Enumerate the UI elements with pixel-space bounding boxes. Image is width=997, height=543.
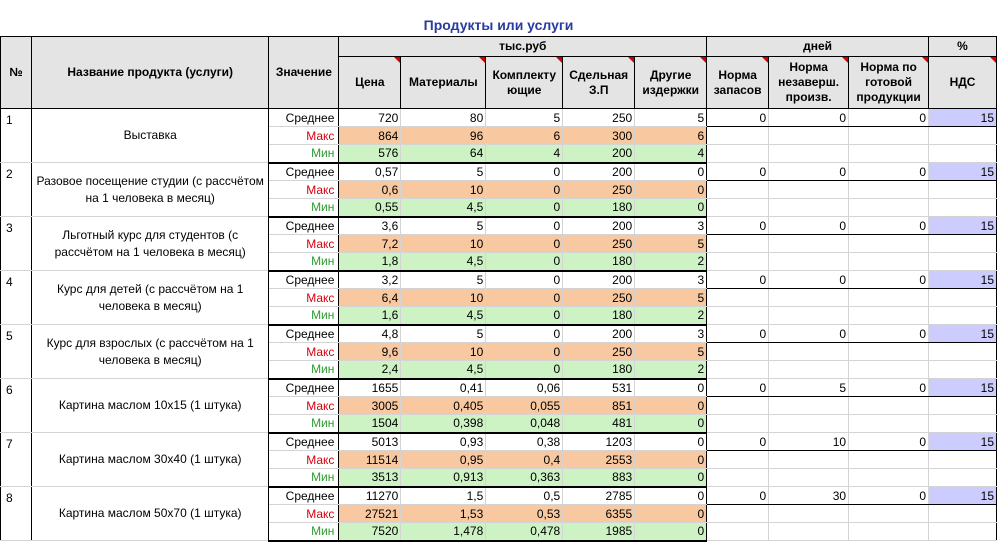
cell-empty[interactable] xyxy=(849,451,929,469)
cell-empty[interactable] xyxy=(769,505,849,523)
cell-value[interactable]: 0 xyxy=(486,181,563,199)
cell-value[interactable]: 0,95 xyxy=(401,451,486,469)
cell-norm[interactable]: 0 xyxy=(707,163,769,181)
cell-norm[interactable]: 0 xyxy=(707,325,769,343)
cell-value[interactable]: 4,5 xyxy=(401,361,486,379)
cell-value[interactable]: 0,41 xyxy=(401,379,486,397)
cell-empty[interactable] xyxy=(849,469,929,487)
table-row xyxy=(1,163,997,181)
cell-value[interactable]: 7520 xyxy=(339,523,401,541)
cell-empty[interactable] xyxy=(707,199,769,217)
cell-empty[interactable] xyxy=(769,199,849,217)
cell-value[interactable]: 10 xyxy=(401,235,486,253)
cell-value[interactable]: 200 xyxy=(563,163,635,181)
cell-value[interactable]: 0 xyxy=(635,415,707,433)
cell-value[interactable]: 2 xyxy=(635,361,707,379)
cell-vat[interactable]: 15 xyxy=(929,271,997,289)
cell-value[interactable]: 200 xyxy=(563,271,635,289)
cell-value[interactable]: 180 xyxy=(563,307,635,325)
cell-norm[interactable]: 0 xyxy=(769,325,849,343)
cell-norm[interactable]: 0 xyxy=(707,379,769,397)
cell-value[interactable]: 0,57 xyxy=(339,163,401,181)
cell-empty[interactable] xyxy=(929,289,997,307)
cell-norm[interactable]: 0 xyxy=(707,487,769,505)
sheet-title: Продукты или услуги xyxy=(423,17,574,33)
cell-empty[interactable] xyxy=(707,397,769,415)
cell-value[interactable]: 0 xyxy=(635,451,707,469)
cell-empty[interactable] xyxy=(849,199,929,217)
cell-value[interactable]: 200 xyxy=(563,217,635,235)
cell-value[interactable]: 10 xyxy=(401,181,486,199)
cell-value[interactable]: 1655 xyxy=(339,379,401,397)
cell-value-label[interactable]: Макс xyxy=(269,289,339,307)
cell-value[interactable]: 300 xyxy=(563,127,635,145)
cell-product-no[interactable]: 8 xyxy=(1,487,32,541)
cell-product-no[interactable]: 3 xyxy=(1,217,32,271)
cell-value-label[interactable]: Макс xyxy=(269,451,339,469)
cell-norm[interactable]: 0 xyxy=(769,163,849,181)
cell-empty[interactable] xyxy=(707,361,769,379)
cell-empty[interactable] xyxy=(849,523,929,541)
cell-empty[interactable] xyxy=(707,415,769,433)
cell-norm[interactable]: 0 xyxy=(849,271,929,289)
cell-value[interactable]: 200 xyxy=(563,145,635,163)
cell-product-name[interactable]: Разовое посещение студии (с рассчётом на 1 человека в месяц) xyxy=(31,163,268,217)
header-name[interactable]: Название продукта (услуги) xyxy=(31,37,268,109)
products-table xyxy=(0,36,997,542)
cell-value[interactable]: 180 xyxy=(563,253,635,271)
cell-vat[interactable]: 15 xyxy=(929,163,997,181)
cell-value[interactable]: 250 xyxy=(563,289,635,307)
cell-product-name[interactable]: Выставка xyxy=(31,109,268,163)
cell-value[interactable]: 1,5 xyxy=(401,487,486,505)
cell-value[interactable]: 4 xyxy=(486,145,563,163)
cell-value[interactable]: 531 xyxy=(563,379,635,397)
cell-value[interactable]: 0,5 xyxy=(486,487,563,505)
cell-value[interactable]: 3,6 xyxy=(339,217,401,235)
cell-empty[interactable] xyxy=(849,415,929,433)
cell-empty[interactable] xyxy=(769,181,849,199)
cell-value[interactable]: 5 xyxy=(401,271,486,289)
cell-value[interactable]: 864 xyxy=(339,127,401,145)
cell-value[interactable]: 2 xyxy=(635,253,707,271)
cell-vat[interactable]: 15 xyxy=(929,433,997,451)
cell-value[interactable]: 5 xyxy=(401,325,486,343)
cell-norm[interactable]: 0 xyxy=(707,271,769,289)
cell-vat[interactable]: 15 xyxy=(929,109,997,127)
header-vat[interactable]: НДС xyxy=(929,57,997,109)
cell-value[interactable]: 0,06 xyxy=(486,379,563,397)
cell-value[interactable]: 0 xyxy=(635,469,707,487)
table-row xyxy=(1,271,997,289)
cell-value-label[interactable]: Среднее xyxy=(269,271,339,289)
cell-empty[interactable] xyxy=(769,451,849,469)
cell-value[interactable]: 2785 xyxy=(563,487,635,505)
cell-value[interactable]: 1,6 xyxy=(339,307,401,325)
cell-value[interactable]: 0,478 xyxy=(486,523,563,541)
cell-empty[interactable] xyxy=(929,469,997,487)
cell-empty[interactable] xyxy=(849,145,929,163)
cell-empty[interactable] xyxy=(849,343,929,361)
cell-value-label[interactable]: Мин xyxy=(269,253,339,271)
cell-empty[interactable] xyxy=(929,451,997,469)
cell-value[interactable]: 3 xyxy=(635,271,707,289)
header-norm-stock[interactable]: Норма запасов xyxy=(707,57,769,109)
cell-value[interactable]: 0 xyxy=(486,307,563,325)
cell-value[interactable]: 851 xyxy=(563,397,635,415)
cell-norm[interactable]: 30 xyxy=(769,487,849,505)
cell-value[interactable]: 1203 xyxy=(563,433,635,451)
cell-value[interactable]: 6,4 xyxy=(339,289,401,307)
cell-value[interactable]: 1985 xyxy=(563,523,635,541)
cell-value-label[interactable]: Мин xyxy=(269,145,339,163)
cell-value[interactable]: 0,53 xyxy=(486,505,563,523)
cell-value[interactable]: 3005 xyxy=(339,397,401,415)
cell-vat[interactable]: 15 xyxy=(929,487,997,505)
cell-value[interactable]: 0,93 xyxy=(401,433,486,451)
cell-product-no[interactable]: 5 xyxy=(1,325,32,379)
cell-value[interactable]: 2,4 xyxy=(339,361,401,379)
cell-value-label[interactable]: Мин xyxy=(269,307,339,325)
cell-product-name[interactable]: Льготный курс для студентов (с рассчётом на 1 человека в месяц) xyxy=(31,217,268,271)
cell-value[interactable]: 11514 xyxy=(339,451,401,469)
cell-empty[interactable] xyxy=(707,289,769,307)
header-components[interactable]: Комплекту ющие xyxy=(486,57,563,109)
cell-value[interactable]: 7,2 xyxy=(339,235,401,253)
cell-empty[interactable] xyxy=(707,523,769,541)
cell-product-no[interactable]: 4 xyxy=(1,271,32,325)
cell-value[interactable]: 1504 xyxy=(339,415,401,433)
cell-vat[interactable]: 15 xyxy=(929,379,997,397)
cell-value[interactable]: 0,405 xyxy=(401,397,486,415)
cell-value[interactable]: 0 xyxy=(486,325,563,343)
cell-norm[interactable]: 0 xyxy=(769,217,849,235)
cell-empty[interactable] xyxy=(707,145,769,163)
cell-value[interactable]: 180 xyxy=(563,199,635,217)
cell-value[interactable]: 6 xyxy=(635,127,707,145)
cell-value[interactable]: 0 xyxy=(635,433,707,451)
table-row xyxy=(1,379,997,397)
cell-product-no[interactable]: 1 xyxy=(1,109,32,163)
cell-value[interactable]: 0,363 xyxy=(486,469,563,487)
cell-value-label[interactable]: Среднее xyxy=(269,109,339,127)
cell-value[interactable]: 0 xyxy=(635,487,707,505)
cell-value-label[interactable]: Среднее xyxy=(269,163,339,181)
cell-value[interactable]: 5 xyxy=(401,163,486,181)
cell-value[interactable]: 0,4 xyxy=(486,451,563,469)
cell-value[interactable]: 0,913 xyxy=(401,469,486,487)
cell-empty[interactable] xyxy=(769,523,849,541)
table-row xyxy=(1,325,997,343)
cell-value[interactable]: 0 xyxy=(635,199,707,217)
cell-value[interactable]: 1,8 xyxy=(339,253,401,271)
cell-value-label[interactable]: Макс xyxy=(269,343,339,361)
cell-value[interactable]: 0 xyxy=(635,523,707,541)
cell-value[interactable]: 0,6 xyxy=(339,181,401,199)
cell-empty[interactable] xyxy=(849,307,929,325)
cell-product-name[interactable]: Курс для взрослых (с рассчётом на 1 человека в месяц) xyxy=(31,325,268,379)
cell-value[interactable]: 0 xyxy=(486,253,563,271)
cell-value[interactable]: 0 xyxy=(486,163,563,181)
cell-value[interactable]: 481 xyxy=(563,415,635,433)
cell-value[interactable]: 5 xyxy=(635,109,707,127)
cell-empty[interactable] xyxy=(929,145,997,163)
header-no[interactable]: № xyxy=(1,37,32,109)
cell-empty[interactable] xyxy=(769,289,849,307)
cell-value[interactable]: 0 xyxy=(486,343,563,361)
cell-value-label[interactable]: Мин xyxy=(269,469,339,487)
cell-norm[interactable]: 0 xyxy=(849,379,929,397)
cell-value[interactable]: 0 xyxy=(486,235,563,253)
cell-empty[interactable] xyxy=(707,181,769,199)
cell-norm[interactable]: 0 xyxy=(769,271,849,289)
cell-empty[interactable] xyxy=(769,469,849,487)
cell-value[interactable]: 0,055 xyxy=(486,397,563,415)
header-value[interactable]: Значение xyxy=(269,37,339,109)
cell-value[interactable]: 96 xyxy=(401,127,486,145)
cell-value[interactable]: 6 xyxy=(486,127,563,145)
cell-norm[interactable]: 10 xyxy=(769,433,849,451)
header-norm-finished[interactable]: Норма по готовой продукции xyxy=(849,57,929,109)
cell-norm[interactable]: 0 xyxy=(707,109,769,127)
cell-empty[interactable] xyxy=(849,181,929,199)
cell-value[interactable]: 80 xyxy=(401,109,486,127)
cell-value[interactable]: 5013 xyxy=(339,433,401,451)
cell-value[interactable]: 250 xyxy=(563,109,635,127)
cell-value[interactable]: 9,6 xyxy=(339,343,401,361)
cell-value[interactable]: 0 xyxy=(486,271,563,289)
header-row-groups xyxy=(1,37,997,57)
cell-empty[interactable] xyxy=(769,397,849,415)
cell-value[interactable]: 1,478 xyxy=(401,523,486,541)
cell-value-label[interactable]: Среднее xyxy=(269,379,339,397)
cell-value[interactable]: 5 xyxy=(635,289,707,307)
cell-value[interactable]: 27521 xyxy=(339,505,401,523)
cell-empty[interactable] xyxy=(707,127,769,145)
cell-empty[interactable] xyxy=(929,235,997,253)
cell-value[interactable]: 5 xyxy=(635,235,707,253)
cell-value[interactable]: 0 xyxy=(635,181,707,199)
cell-vat[interactable]: 15 xyxy=(929,325,997,343)
cell-value-label[interactable]: Макс xyxy=(269,235,339,253)
cell-norm[interactable]: 0 xyxy=(849,217,929,235)
cell-value[interactable]: 0,398 xyxy=(401,415,486,433)
cell-product-no[interactable]: 7 xyxy=(1,433,32,487)
cell-value[interactable]: 4 xyxy=(635,145,707,163)
cell-product-name[interactable]: Картина маслом 30x40 (1 штука) xyxy=(31,433,268,487)
table-row xyxy=(1,487,997,505)
cell-value-label[interactable]: Мин xyxy=(269,415,339,433)
cell-empty[interactable] xyxy=(929,253,997,271)
cell-value[interactable]: 4,5 xyxy=(401,307,486,325)
cell-value[interactable]: 0,048 xyxy=(486,415,563,433)
cell-empty[interactable] xyxy=(769,361,849,379)
cell-value[interactable]: 250 xyxy=(563,235,635,253)
cell-value-label[interactable]: Среднее xyxy=(269,487,339,505)
cell-value-label[interactable]: Мин xyxy=(269,523,339,541)
cell-empty[interactable] xyxy=(929,505,997,523)
cell-value-label[interactable]: Среднее xyxy=(269,433,339,451)
cell-value[interactable]: 250 xyxy=(563,343,635,361)
cell-norm[interactable]: 0 xyxy=(849,487,929,505)
cell-norm[interactable]: 5 xyxy=(769,379,849,397)
cell-value-label[interactable]: Макс xyxy=(269,127,339,145)
cell-vat[interactable]: 15 xyxy=(929,217,997,235)
header-piecework[interactable]: Сдельная З.П xyxy=(563,57,635,109)
cell-product-no[interactable]: 2 xyxy=(1,163,32,217)
cell-empty[interactable] xyxy=(707,505,769,523)
cell-product-name[interactable]: Картина маслом 50x70 (1 штука) xyxy=(31,487,268,541)
cell-empty[interactable] xyxy=(769,253,849,271)
cell-value[interactable]: 64 xyxy=(401,145,486,163)
cell-product-no[interactable]: 6 xyxy=(1,379,32,433)
cell-empty[interactable] xyxy=(707,451,769,469)
cell-value-label[interactable]: Макс xyxy=(269,397,339,415)
cell-empty[interactable] xyxy=(929,181,997,199)
cell-norm[interactable]: 0 xyxy=(849,433,929,451)
cell-value[interactable]: 0,38 xyxy=(486,433,563,451)
cell-empty[interactable] xyxy=(769,415,849,433)
cell-value[interactable]: 2553 xyxy=(563,451,635,469)
cell-empty[interactable] xyxy=(769,235,849,253)
cell-value[interactable]: 0 xyxy=(486,361,563,379)
cell-value[interactable]: 3,2 xyxy=(339,271,401,289)
cell-empty[interactable] xyxy=(929,361,997,379)
cell-value[interactable]: 0 xyxy=(635,163,707,181)
cell-norm[interactable]: 0 xyxy=(849,109,929,127)
cell-empty[interactable] xyxy=(707,469,769,487)
header-norm-wip[interactable]: Норма незаверш. произв. xyxy=(769,57,849,109)
cell-product-name[interactable]: Картина маслом 10x15 (1 штука) xyxy=(31,379,268,433)
cell-empty[interactable] xyxy=(849,127,929,145)
table-row xyxy=(1,217,997,235)
cell-empty[interactable] xyxy=(707,343,769,361)
cell-value[interactable]: 1,53 xyxy=(401,505,486,523)
header-group-pct[interactable]: % xyxy=(929,37,997,57)
cell-empty[interactable] xyxy=(929,127,997,145)
cell-value-label[interactable]: Макс xyxy=(269,505,339,523)
header-group-days[interactable]: дней xyxy=(707,37,929,57)
cell-empty[interactable] xyxy=(707,253,769,271)
cell-empty[interactable] xyxy=(929,307,997,325)
cell-value[interactable]: 6355 xyxy=(563,505,635,523)
cell-value[interactable]: 5 xyxy=(486,109,563,127)
cell-norm[interactable]: 0 xyxy=(707,217,769,235)
table-row xyxy=(1,109,997,127)
cell-empty[interactable] xyxy=(769,145,849,163)
cell-empty[interactable] xyxy=(929,415,997,433)
cell-value[interactable]: 200 xyxy=(563,325,635,343)
table-row xyxy=(1,433,997,451)
cell-value-label[interactable]: Макс xyxy=(269,181,339,199)
cell-norm[interactable]: 0 xyxy=(769,109,849,127)
cell-value-label[interactable]: Мин xyxy=(269,361,339,379)
cell-value[interactable]: 0 xyxy=(486,217,563,235)
cell-empty[interactable] xyxy=(707,307,769,325)
cell-value[interactable]: 5 xyxy=(635,343,707,361)
cell-value[interactable]: 720 xyxy=(339,109,401,127)
cell-value-label[interactable]: Мин xyxy=(269,199,339,217)
cell-value[interactable]: 10 xyxy=(401,289,486,307)
cell-value[interactable]: 576 xyxy=(339,145,401,163)
cell-value[interactable]: 0 xyxy=(486,289,563,307)
cell-empty[interactable] xyxy=(849,235,929,253)
cell-value[interactable]: 4,5 xyxy=(401,253,486,271)
cell-empty[interactable] xyxy=(849,289,929,307)
cell-value[interactable]: 3 xyxy=(635,325,707,343)
header-price[interactable]: Цена xyxy=(339,57,401,109)
cell-empty[interactable] xyxy=(769,127,849,145)
cell-value[interactable]: 0 xyxy=(635,397,707,415)
cell-empty[interactable] xyxy=(929,397,997,415)
cell-empty[interactable] xyxy=(769,307,849,325)
cell-empty[interactable] xyxy=(929,343,997,361)
cell-value[interactable]: 11270 xyxy=(339,487,401,505)
cell-value[interactable]: 0 xyxy=(635,379,707,397)
cell-value[interactable]: 2 xyxy=(635,307,707,325)
cell-value[interactable]: 883 xyxy=(563,469,635,487)
cell-value[interactable]: 5 xyxy=(401,217,486,235)
cell-value[interactable]: 0 xyxy=(486,199,563,217)
cell-empty[interactable] xyxy=(929,523,997,541)
cell-empty[interactable] xyxy=(849,397,929,415)
cell-norm[interactable]: 0 xyxy=(849,325,929,343)
cell-empty[interactable] xyxy=(849,361,929,379)
cell-value[interactable]: 180 xyxy=(563,361,635,379)
cell-value[interactable]: 250 xyxy=(563,181,635,199)
cell-empty[interactable] xyxy=(849,505,929,523)
cell-value-label[interactable]: Среднее xyxy=(269,217,339,235)
cell-empty[interactable] xyxy=(769,343,849,361)
cell-value[interactable]: 0 xyxy=(635,505,707,523)
cell-value-label[interactable]: Среднее xyxy=(269,325,339,343)
cell-value[interactable]: 4,8 xyxy=(339,325,401,343)
cell-value[interactable]: 0,55 xyxy=(339,199,401,217)
cell-norm[interactable]: 0 xyxy=(849,163,929,181)
header-materials[interactable]: Материалы xyxy=(401,57,486,109)
cell-value[interactable]: 3 xyxy=(635,217,707,235)
header-group-rub[interactable]: тыс.руб xyxy=(339,37,707,57)
cell-value[interactable]: 3513 xyxy=(339,469,401,487)
table-body xyxy=(1,109,997,541)
cell-empty[interactable] xyxy=(929,199,997,217)
cell-value[interactable]: 10 xyxy=(401,343,486,361)
cell-empty[interactable] xyxy=(707,235,769,253)
cell-product-name[interactable]: Курс для детей (с рассчётом на 1 человека в месяц) xyxy=(31,271,268,325)
header-other[interactable]: Другие издержки xyxy=(635,57,707,109)
cell-norm[interactable]: 0 xyxy=(707,433,769,451)
cell-value[interactable]: 4,5 xyxy=(401,199,486,217)
cell-empty[interactable] xyxy=(849,253,929,271)
